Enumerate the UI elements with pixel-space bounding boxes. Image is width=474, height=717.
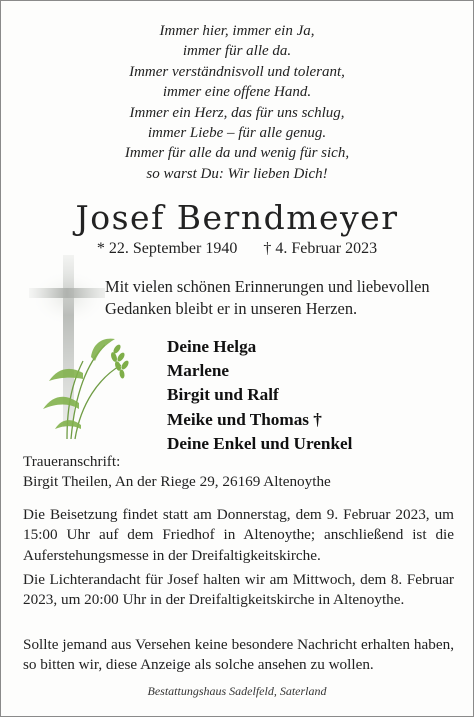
- mourners-list: [167, 335, 352, 456]
- address-block: [23, 452, 454, 493]
- death-date: † 4. Februar 2023: [263, 240, 378, 257]
- mourner: Deine Helga: [167, 337, 257, 356]
- poem-line: Immer für alle da und wenig für sich,: [124, 145, 350, 162]
- mourner: Marlene: [167, 361, 230, 381]
- poem-line: Immer ein Herz, das für uns schlug,: [129, 104, 345, 121]
- mourner: Meike und Thomas †: [167, 409, 322, 429]
- poem-line: Immer hier, immer ein Ja,: [159, 23, 315, 39]
- undertaker: Bestattungshaus Sadelfeld, Saterland: [147, 684, 327, 698]
- poem-line: immer Liebe – für alle genug.: [147, 125, 327, 142]
- poem: [1, 21, 473, 184]
- mourner: Deine Enkel und Urenkel: [167, 433, 353, 453]
- intro-text: Mit vielen schönen Erinnerungen und liebevollen Gedanken bleibt er in unseren Herzen.: [105, 277, 430, 318]
- deceased-name: Josef Berndmeyer: [75, 198, 399, 237]
- vigil-info: Die Lichterandacht für Josef halten wir am Mittwoch, dem 8. Februar 2023, um 20:00 Uhr in der Dreifaltigkeitskirche in Altenoythe.: [23, 571, 454, 609]
- address-value: Birgit Theilen, An der Riege 29, 26169 Altenoythe: [23, 473, 331, 491]
- address-label: Traueranschrift:: [23, 453, 121, 470]
- mourner: Birgit und Ralf: [167, 385, 279, 405]
- poem-line: Immer verständnisvoll und tolerant,: [129, 63, 345, 80]
- poem-line: immer eine offene Hand.: [162, 84, 312, 101]
- notice-text: Sollte jemand aus Versehen keine besondere Nachricht erhalten haben, so bitten wir, diese Anzeige als solche ansehen zu wollen.: [23, 636, 454, 674]
- poem-line: immer für alle da.: [182, 43, 292, 60]
- poem-line: so warst Du: Wir lieben Dich!: [146, 165, 328, 182]
- funeral-info: Die Beisetzung findet statt am Donnerstag, dem 9. Februar 2023, um 15:00 Uhr auf dem Friedhof in Altenoythe; anschließend ist die Auferstehungsmesse in der Dreifaltigkeitskirche.: [23, 506, 454, 564]
- birth-date: * 22. September 1940: [96, 240, 238, 257]
